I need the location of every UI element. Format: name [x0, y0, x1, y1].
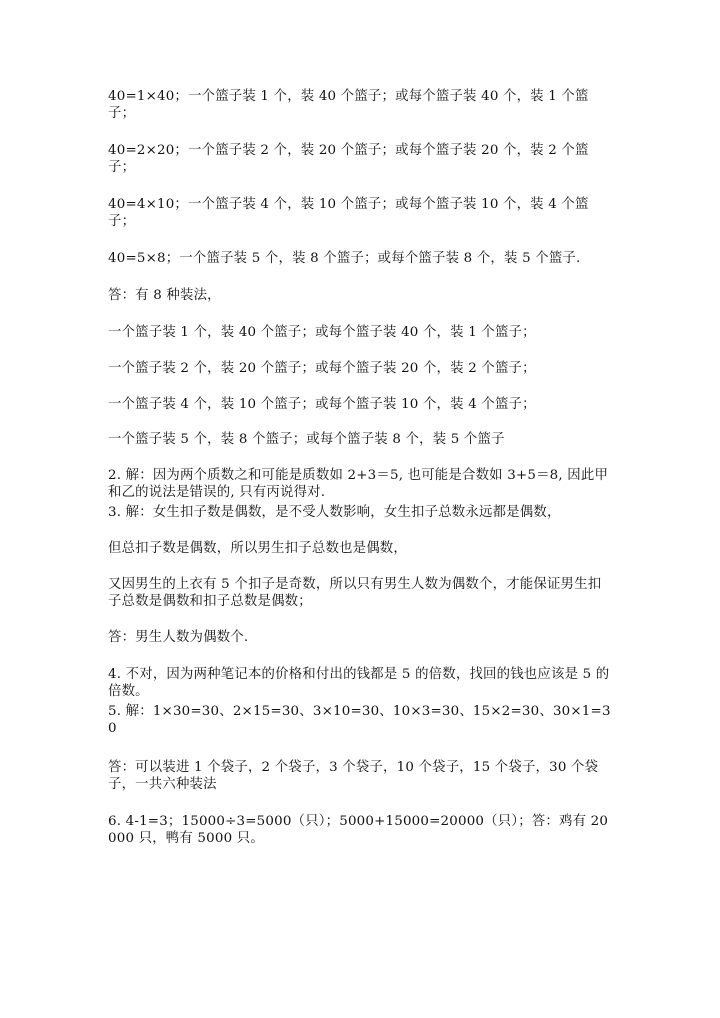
problem-4-solution: 4. 不对，因为两种笔记本的价格和付出的钱都是 5 的倍数，找回的钱也应该是 5 的倍数。 [108, 667, 610, 699]
paragraph-40-5x8: 40=5×8；一个篮子装 5 个，装 8 个篮子；或每个篮子装 8 个，装 5 个篮子. [108, 251, 581, 266]
answer-way-1: 一个篮子装 1 个，装 40 个篮子；或每个篮子装 40 个，装 1 个篮子； [108, 325, 536, 340]
problem-6-solution: 6. 4-1=3；15000÷3=5000（只）；5000+15000=20000（只）；答：鸡有 20000 只，鸭有 5000 只。 [108, 814, 609, 846]
answer-8-ways: 答：有 8 种装法， [108, 288, 221, 303]
problem-3-answer: 答：男生人数为偶数个. [108, 630, 249, 645]
paragraph-40-4x10: 40=4×10；一个篮子装 4 个，装 10 个篮子；或每个篮子装 10 个，装 4 个篮子； [108, 197, 589, 229]
problem-3-solution: 3. 解：女生扣子数是偶数，是不受人数影响，女生扣子总数永远都是偶数， [108, 505, 561, 520]
answer-way-3: 一个篮子装 4 个，装 10 个篮子；或每个篮子装 10 个，装 4 个篮子； [108, 397, 536, 412]
problem-2-solution: 2. 解：因为两个质数之和可能是质数如 2+3＝5, 也可能是合数如 3+5＝8, 因此甲和乙的说法是错误的, 只有丙说得对. [108, 468, 609, 500]
problem-5-solution: 5. 解：1×30=30、2×15=30、3×10=30、10×3=30、15×2=30、30×1=30 [108, 704, 611, 736]
answer-way-4: 一个篮子装 5 个，装 8 个篮子；或每个篮子装 8 个，装 5 个篮子 [108, 432, 505, 447]
problem-3-step-2: 但总扣子数是偶数，所以男生扣子总数也是偶数， [108, 541, 407, 556]
paragraph-40-1x40: 40=1×40；一个篮子装 1 个，装 40 个篮子；或每个篮子装 40 个，装 1 个篮子； [108, 89, 589, 121]
paragraph-40-2x20: 40=2×20；一个篮子装 2 个，装 20 个篮子；或每个篮子装 20 个，装 2 个篮子； [108, 143, 589, 175]
answer-way-2: 一个篮子装 2 个，装 20 个篮子；或每个篮子装 20 个，装 2 个篮子； [108, 361, 536, 376]
problem-3-step-3: 又因男生的上衣有 5 个扣子是奇数，所以只有男生人数为偶数个，才能保证男生扣子总数是偶数和扣子总数是偶数； [108, 577, 602, 609]
problem-5-answer: 答：可以装进 1 个袋子，2 个袋子，3 个袋子，10 个袋子，15 个袋子，30 个袋子，一共六种装法 [108, 760, 599, 792]
